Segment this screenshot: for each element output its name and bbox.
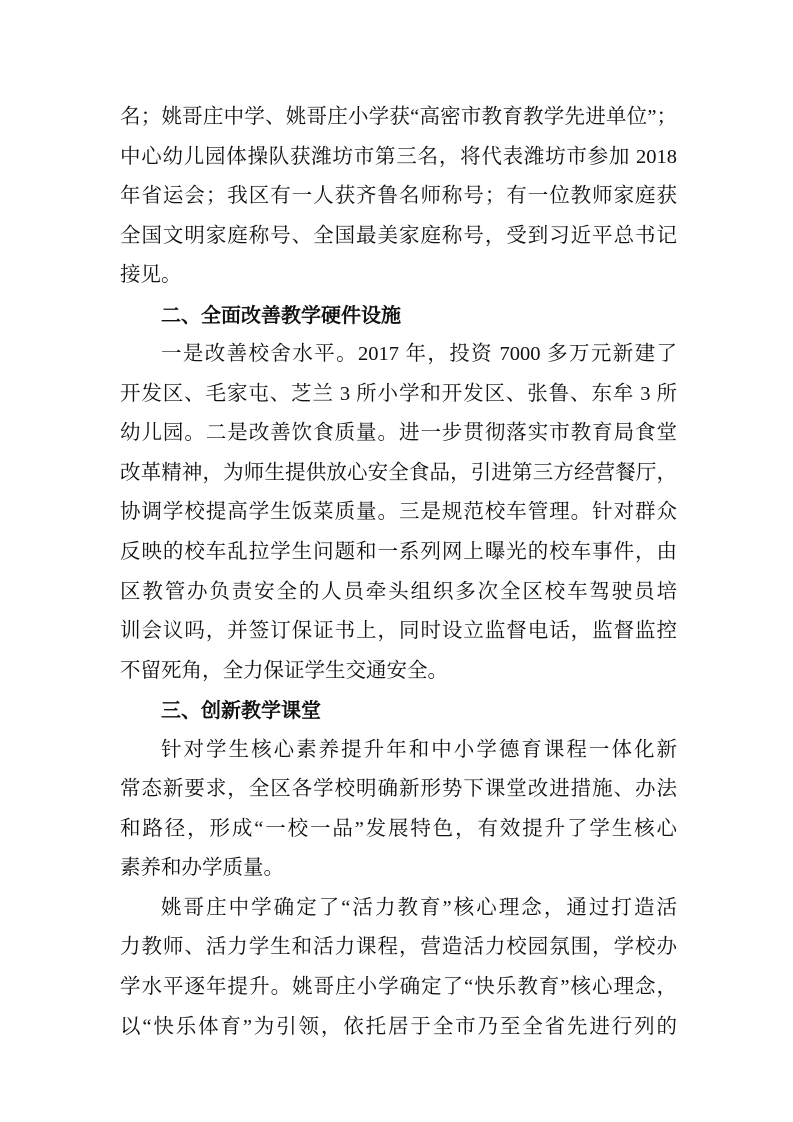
text-line: 名；姚哥庄中学、姚哥庄小学获“高密市教育教学先进单位”；	[120, 106, 677, 128]
text-line: 反映的校车乱拉学生问题和一系列网上曝光的校车事件，由	[120, 541, 677, 564]
text-line: 力教师、活力学生和活力课程，营造活力校园氛围，学校办	[120, 936, 677, 959]
text-line: 改革精神，为师生提供放心安全食品，引进第三方经营餐厅，	[120, 461, 677, 484]
text-line: 接见。	[120, 264, 182, 287]
text-line: 学水平逐年提升。姚哥庄小学确定了“快乐教育”核心理念，	[120, 976, 677, 999]
text-line: 一是改善校舍水平。2017 年，投资 7000 多万元新建了	[161, 343, 677, 366]
text-line: 区教管办负责安全的人员牵头组织多次全区校车驾驶员培	[120, 580, 677, 603]
text-line: 和路径，形成“一校一品”发展特色，有效提升了学生核心	[120, 817, 677, 840]
text-line: 不留死角，全力保证学生交通安全。	[120, 659, 448, 682]
text-line: 常态新要求，全区各学校明确新形势下课堂改进措施、办法	[120, 778, 677, 801]
text-line: 素养和办学质量。	[120, 857, 284, 880]
paragraph	[120, 335, 677, 691]
paragraph	[120, 98, 677, 296]
text-line: 幼儿园。二是改善饮食质量。进一步贯彻落实市教育局食堂	[120, 422, 677, 445]
text-line: 开发区、毛家屯、芝兰 3 所小学和开发区、张鲁、东牟 3 所	[120, 382, 677, 405]
paragraph	[120, 889, 677, 1047]
paragraph	[120, 731, 677, 889]
text-line: 年省运会；我区有一人获齐鲁名师称号；有一位教师家庭获	[120, 185, 677, 208]
text-line: 姚哥庄中学确定了“活力教育”核心理念，通过打造活	[161, 896, 677, 919]
text-line: 针对学生核心素养提升年和中小学德育课程一体化新	[161, 738, 677, 761]
section-heading: 二、全面改善教学硬件设施	[161, 302, 401, 327]
text-line: 中心幼儿园体操队获潍坊市第三名，将代表潍坊市参加 2018	[120, 145, 677, 168]
text-line: 训会议吗，并签订保证书上，同时设立监督电话，监督监控	[120, 620, 677, 643]
text-line: 协调学校提高学生饭菜质量。三是规范校车管理。针对群众	[120, 501, 677, 524]
text-line: 全国文明家庭称号、全国最美家庭称号，受到习近平总书记	[120, 224, 677, 247]
text-line: 以“快乐体育”为引领，依托居于全市乃至全省先进行列的	[120, 1015, 677, 1038]
section-heading: 三、创新教学课堂	[161, 698, 321, 723]
document-page	[120, 98, 677, 1047]
